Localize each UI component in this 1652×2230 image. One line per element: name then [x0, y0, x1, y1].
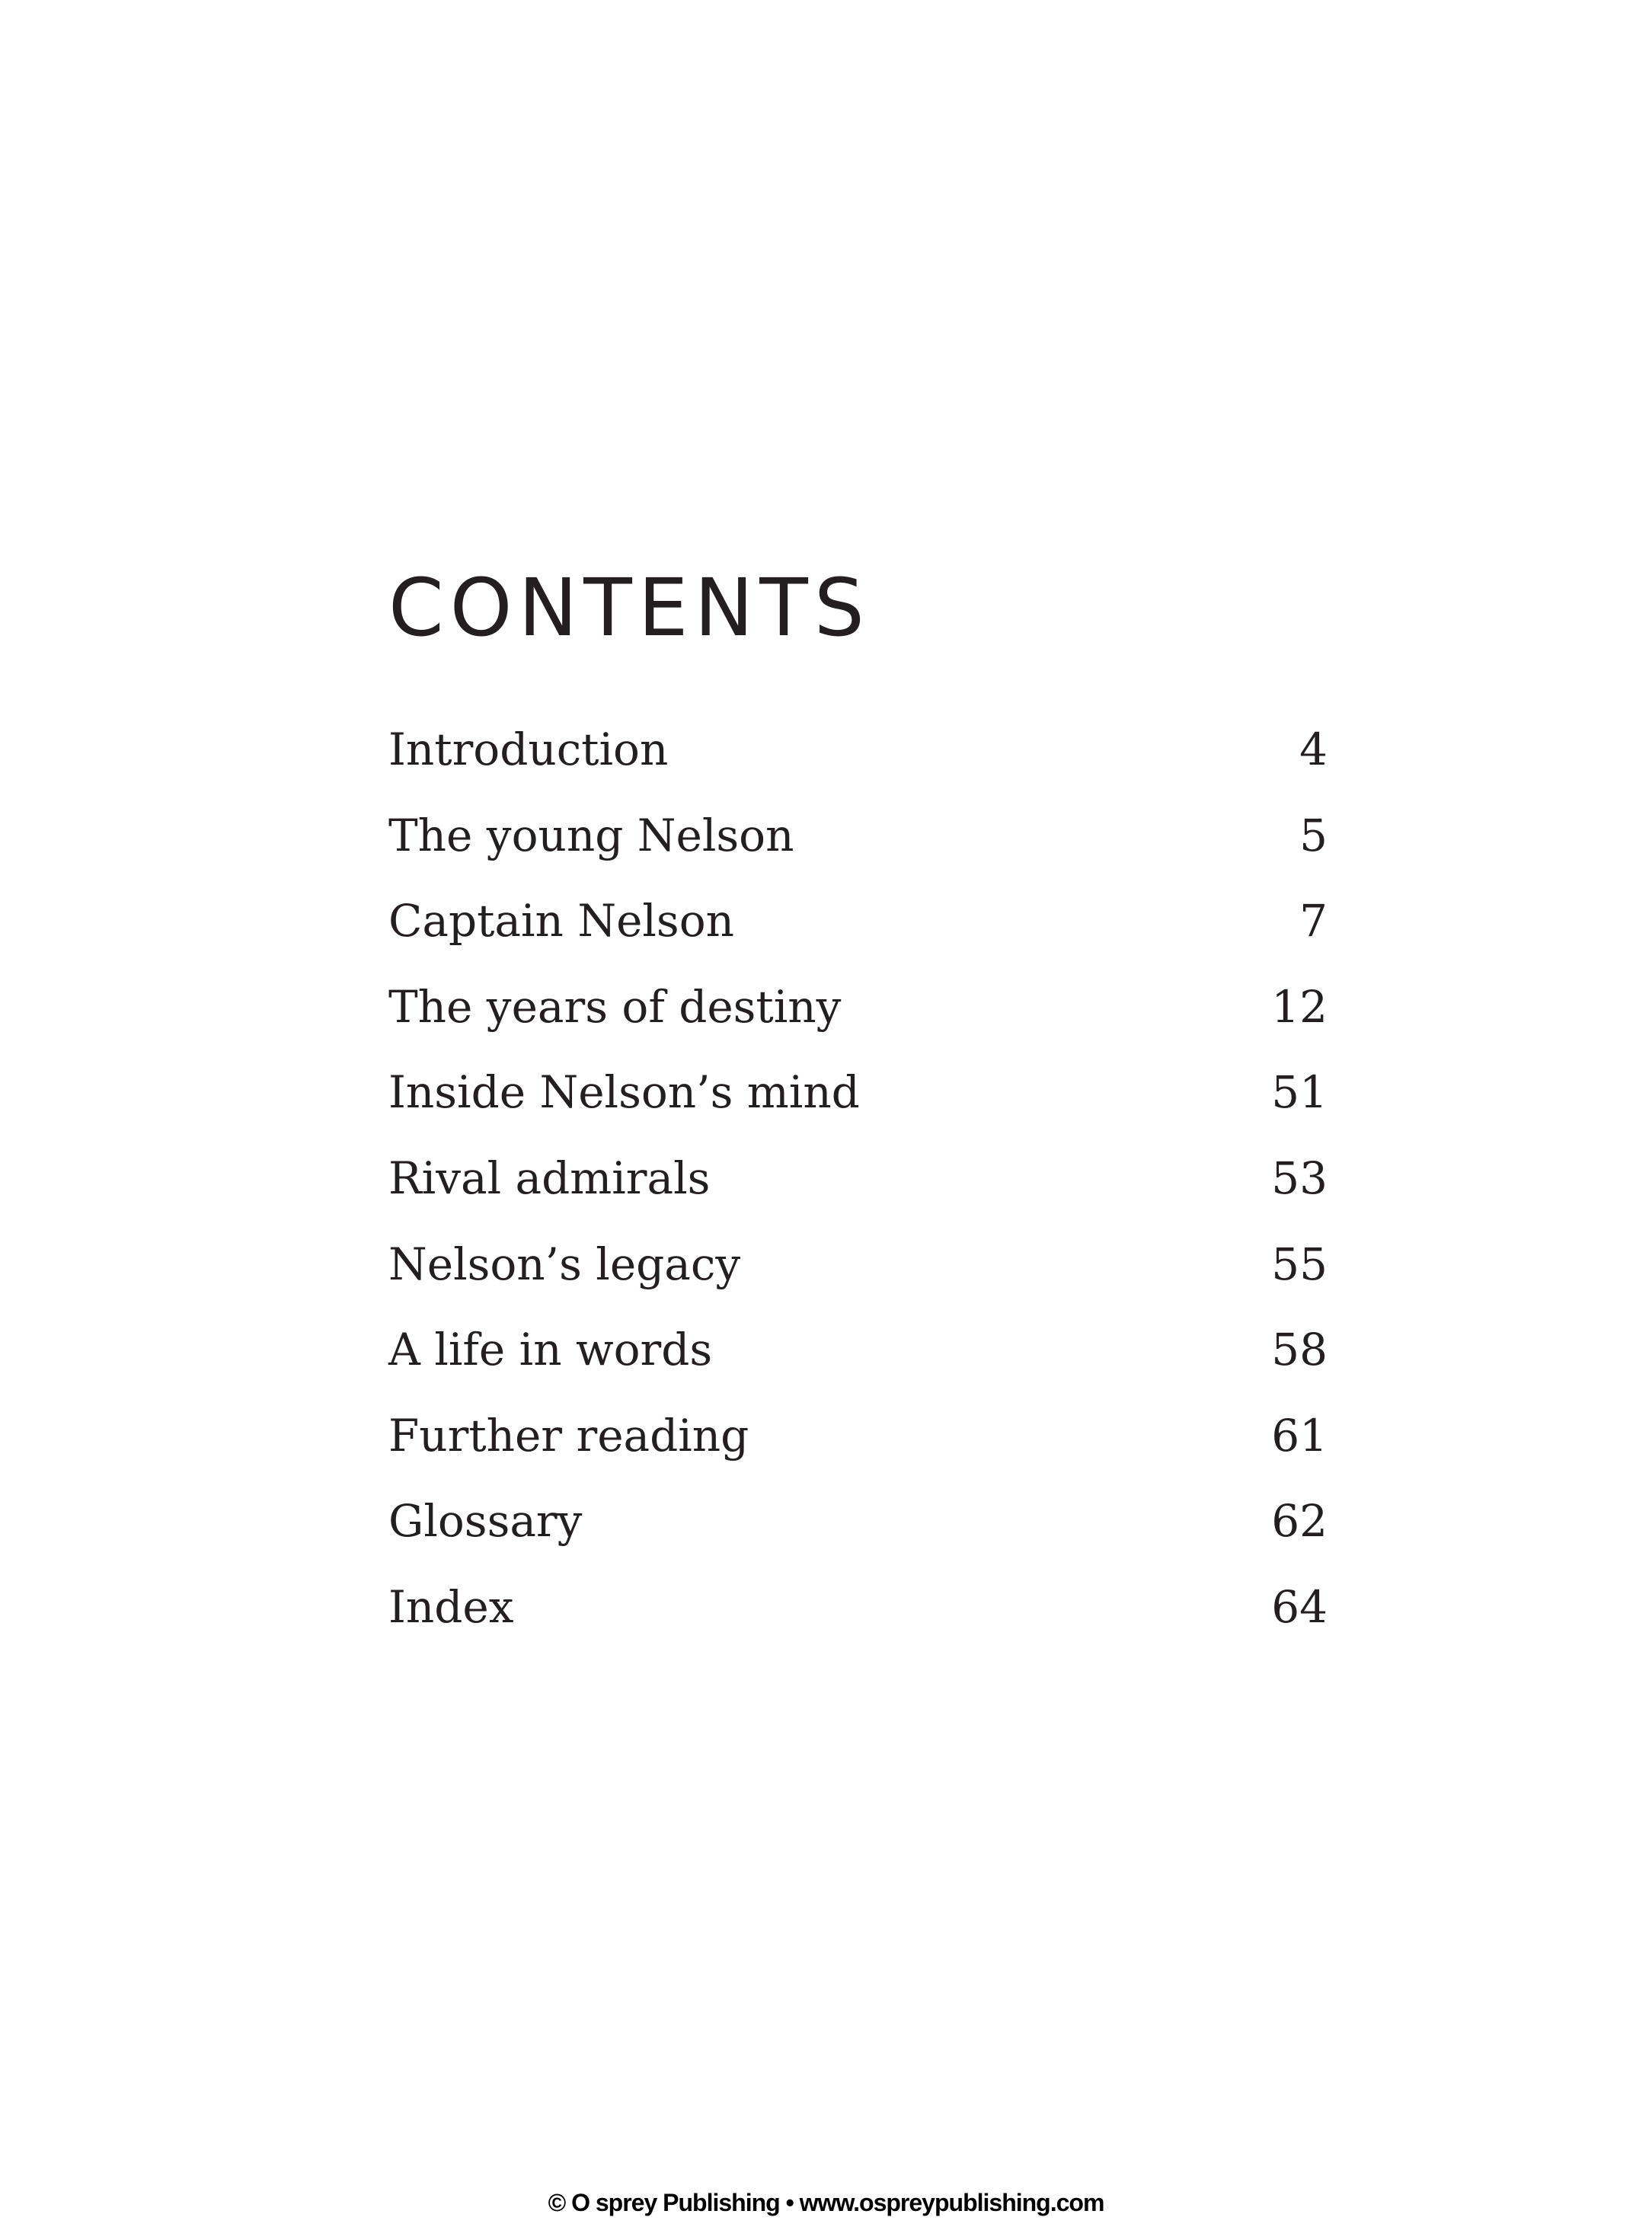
toc-entry [388, 724, 1328, 813]
table-of-contents [388, 724, 1328, 1671]
toc-entry-title: Inside Nelson’s mind [388, 1066, 860, 1119]
toc-entry-title: Rival admirals [388, 1152, 711, 1204]
toc-entry-page: 61 [1271, 1409, 1328, 1462]
toc-entry [388, 1580, 1328, 1671]
toc-entry [388, 1324, 1328, 1414]
toc-entry-title: The years of destiny [388, 980, 842, 1033]
toc-entry [388, 1238, 1328, 1328]
toc-entry-page: 7 [1299, 895, 1328, 947]
toc-entry-page: 12 [1271, 980, 1328, 1033]
publisher-footer: © O sprey Publishing • www.ospreypublishing.com [548, 2189, 1104, 2216]
toc-entry [388, 1409, 1328, 1500]
toc-entry-page: 64 [1271, 1580, 1328, 1633]
toc-entry [388, 980, 1328, 1071]
toc-entry-title: A life in words [388, 1324, 713, 1376]
toc-entry-title: Index [388, 1580, 514, 1633]
toc-entry [388, 895, 1328, 985]
toc-entry [388, 1066, 1328, 1156]
toc-entry-title: Captain Nelson [388, 895, 734, 947]
toc-entry-title: Nelson’s legacy [388, 1238, 741, 1290]
toc-entry-page: 51 [1271, 1066, 1328, 1119]
toc-entry-page: 58 [1271, 1324, 1328, 1376]
toc-entry-title: Further reading [388, 1409, 749, 1462]
toc-entry [388, 1152, 1328, 1242]
toc-entry-title: The young Nelson [388, 809, 794, 861]
toc-entry [388, 809, 1328, 899]
toc-entry-title: Glossary [388, 1495, 583, 1548]
toc-entry-page: 53 [1271, 1152, 1328, 1204]
toc-entry [388, 1495, 1328, 1585]
toc-entry-title: Introduction [388, 724, 669, 775]
page-title: CONTENTS [388, 561, 871, 654]
toc-entry-page: 62 [1271, 1495, 1328, 1548]
toc-entry-page: 4 [1299, 724, 1328, 775]
toc-entry-page: 55 [1271, 1238, 1328, 1290]
toc-entry-page: 5 [1299, 809, 1328, 861]
